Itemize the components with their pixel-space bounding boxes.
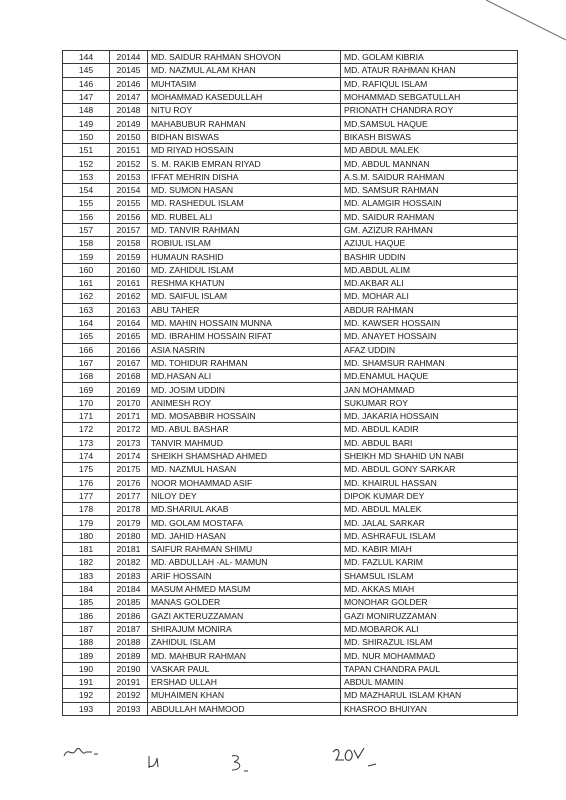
roll-cell: 20170 — [110, 396, 148, 409]
serial-cell: 189 — [63, 649, 110, 662]
name-cell: GAZI AKTERUZZAMAN — [148, 609, 341, 622]
name-cell: MD. ABDULLAH -AL- MAMUN — [148, 556, 341, 569]
roll-cell: 20154 — [110, 183, 148, 196]
father-name-cell: MD. SAIDUR RAHMAN — [341, 210, 518, 223]
father-name-cell: MD. ASHRAFUL ISLAM — [341, 529, 518, 542]
serial-cell: 161 — [63, 277, 110, 290]
roll-cell: 20150 — [110, 130, 148, 143]
roll-cell: 20185 — [110, 596, 148, 609]
roll-cell: 20152 — [110, 157, 148, 170]
roll-cell: 20166 — [110, 343, 148, 356]
name-cell: ABDULLAH MAHMOOD — [148, 702, 341, 715]
name-cell: MD. NAZMUL HASAN — [148, 463, 341, 476]
serial-cell: 186 — [63, 609, 110, 622]
roll-cell: 20157 — [110, 223, 148, 236]
father-name-cell: SHEIKH MD SHAHID UN NABI — [341, 449, 518, 462]
father-name-cell: BIKASH BISWAS — [341, 130, 518, 143]
roll-cell: 20163 — [110, 303, 148, 316]
table-row — [63, 356, 518, 369]
serial-cell: 158 — [63, 237, 110, 250]
table-row — [63, 449, 518, 462]
table-row — [63, 51, 518, 64]
name-cell: MD. ZAHIDUL ISLAM — [148, 263, 341, 276]
name-cell: MUHAIMEN KHAN — [148, 689, 341, 702]
serial-cell: 174 — [63, 449, 110, 462]
roll-cell: 20165 — [110, 330, 148, 343]
name-cell: MD.HASAN ALI — [148, 370, 341, 383]
roll-cell: 20161 — [110, 277, 148, 290]
roll-cell: 20191 — [110, 675, 148, 688]
serial-cell: 181 — [63, 542, 110, 555]
serial-cell: 162 — [63, 290, 110, 303]
father-name-cell: MD. KABIR MIAH — [341, 542, 518, 555]
roll-cell: 20155 — [110, 197, 148, 210]
father-name-cell: MD. SHAMSUR RAHMAN — [341, 356, 518, 369]
father-name-cell: MONOHAR GOLDER — [341, 596, 518, 609]
name-cell: MD. IBRAHIM HOSSAIN RIFAT — [148, 330, 341, 343]
roll-cell: 20180 — [110, 529, 148, 542]
table-row — [63, 290, 518, 303]
father-name-cell: GAZI MONIRUZZAMAN — [341, 609, 518, 622]
serial-cell: 191 — [63, 675, 110, 688]
roll-cell: 20178 — [110, 503, 148, 516]
father-name-cell: MD. ABDUL MANNAN — [341, 157, 518, 170]
serial-cell: 157 — [63, 223, 110, 236]
roll-cell: 20159 — [110, 250, 148, 263]
table-row — [63, 223, 518, 236]
name-cell: ERSHAD ULLAH — [148, 675, 341, 688]
serial-cell: 165 — [63, 330, 110, 343]
father-name-cell: AFAZ UDDIN — [341, 343, 518, 356]
serial-cell: 169 — [63, 383, 110, 396]
name-cell: MD. TANVIR RAHMAN — [148, 223, 341, 236]
table-row — [63, 649, 518, 662]
serial-cell: 149 — [63, 117, 110, 130]
name-cell: SHIRAJUM MONIRA — [148, 622, 341, 635]
father-name-cell: GM. AZIZUR RAHMAN — [341, 223, 518, 236]
name-cell: MD. SUMON HASAN — [148, 183, 341, 196]
name-cell: MASUM AHMED MASUM — [148, 582, 341, 595]
name-cell: ZAHIDUL ISLAM — [148, 636, 341, 649]
serial-cell: 163 — [63, 303, 110, 316]
roll-cell: 20144 — [110, 51, 148, 64]
serial-cell: 154 — [63, 183, 110, 196]
name-cell: MD RIYAD HOSSAIN — [148, 144, 341, 157]
name-cell: MD. TOHIDUR RAHMAN — [148, 356, 341, 369]
name-cell: MD. ABUL BASHAR — [148, 423, 341, 436]
name-cell: ASIA NASRIN — [148, 343, 341, 356]
serial-cell: 180 — [63, 529, 110, 542]
serial-cell: 156 — [63, 210, 110, 223]
table-row — [63, 370, 518, 383]
father-name-cell: MD ABDUL MALEK — [341, 144, 518, 157]
name-cell: TANVIR MAHMUD — [148, 436, 341, 449]
father-name-cell: PRIONATH CHANDRA ROY — [341, 104, 518, 117]
father-name-cell: MD. ANAYET HOSSAIN — [341, 330, 518, 343]
serial-cell: 150 — [63, 130, 110, 143]
table-row — [63, 596, 518, 609]
roll-cell: 20160 — [110, 263, 148, 276]
table-row — [63, 277, 518, 290]
father-name-cell: AZIJUL HAQUE — [341, 237, 518, 250]
table-row — [63, 157, 518, 170]
table-row — [63, 529, 518, 542]
serial-cell: 193 — [63, 702, 110, 715]
father-name-cell: MD.SAMSUL HAQUE — [341, 117, 518, 130]
name-cell: MD. RUBEL ALI — [148, 210, 341, 223]
name-cell: MD. NAZMUL ALAM KHAN — [148, 64, 341, 77]
serial-cell: 151 — [63, 144, 110, 157]
table-row — [63, 383, 518, 396]
name-cell: VASKAR PAUL — [148, 662, 341, 675]
roll-cell: 20190 — [110, 662, 148, 675]
father-name-cell: MD. ATAUR RAHMAN KHAN — [341, 64, 518, 77]
table-row — [63, 303, 518, 316]
serial-cell: 172 — [63, 423, 110, 436]
table-row — [63, 330, 518, 343]
serial-cell: 166 — [63, 343, 110, 356]
name-cell: ABU TAHER — [148, 303, 341, 316]
name-cell: RESHMA KHATUN — [148, 277, 341, 290]
roll-cell: 20189 — [110, 649, 148, 662]
serial-cell: 179 — [63, 516, 110, 529]
father-name-cell: MD. JAKARIA HOSSAIN — [341, 410, 518, 423]
father-name-cell: MD. KHAIRUL HASSAN — [341, 476, 518, 489]
table-row — [63, 516, 518, 529]
father-name-cell: KHASROO BHUIYAN — [341, 702, 518, 715]
roll-cell: 20149 — [110, 117, 148, 130]
table-row — [63, 542, 518, 555]
serial-cell: 176 — [63, 476, 110, 489]
table-row — [63, 489, 518, 502]
table-row — [63, 316, 518, 329]
father-name-cell: JAN MOHAMMAD — [341, 383, 518, 396]
roll-cell: 20187 — [110, 622, 148, 635]
serial-cell: 164 — [63, 316, 110, 329]
roll-cell: 20192 — [110, 689, 148, 702]
name-cell: MD. RASHEDUL ISLAM — [148, 197, 341, 210]
candidate-table — [62, 50, 518, 716]
name-cell: MD. SAIDUR RAHMAN SHOVON — [148, 51, 341, 64]
father-name-cell: MD. FAZLUL KARIM — [341, 556, 518, 569]
roll-cell: 20184 — [110, 582, 148, 595]
serial-cell: 167 — [63, 356, 110, 369]
name-cell: MD. JAHID HASAN — [148, 529, 341, 542]
table-row — [63, 569, 518, 582]
serial-cell: 148 — [63, 104, 110, 117]
name-cell: ARIF HOSSAIN — [148, 569, 341, 582]
table-row — [63, 463, 518, 476]
roll-cell: 20162 — [110, 290, 148, 303]
roll-cell: 20167 — [110, 356, 148, 369]
table-row — [63, 250, 518, 263]
name-cell: IFFAT MEHRIN DISHA — [148, 170, 341, 183]
father-name-cell: MD. MOHAR ALI — [341, 290, 518, 303]
serial-cell: 153 — [63, 170, 110, 183]
roll-cell: 20171 — [110, 410, 148, 423]
serial-cell: 155 — [63, 197, 110, 210]
table-row — [63, 210, 518, 223]
roll-cell: 20169 — [110, 383, 148, 396]
signature-3 — [228, 752, 252, 774]
father-name-cell: ABDUR RAHMAN — [341, 303, 518, 316]
father-name-cell: MD MAZHARUL ISLAM KHAN — [341, 689, 518, 702]
signature-4 — [330, 744, 380, 770]
father-name-cell: DIPOK KUMAR DEY — [341, 489, 518, 502]
table-row — [63, 263, 518, 276]
father-name-cell: MD. ABDUL BARI — [341, 436, 518, 449]
roll-cell: 20177 — [110, 489, 148, 502]
serial-cell: 183 — [63, 569, 110, 582]
name-cell: ROBIUL ISLAM — [148, 237, 341, 250]
roll-cell: 20158 — [110, 237, 148, 250]
father-name-cell: MD. SHIRAZUL ISLAM — [341, 636, 518, 649]
name-cell: MD. MOSABBIR HOSSAIN — [148, 410, 341, 423]
serial-cell: 173 — [63, 436, 110, 449]
roll-cell: 20179 — [110, 516, 148, 529]
father-name-cell: MD. KAWSER HOSSAIN — [341, 316, 518, 329]
serial-cell: 178 — [63, 503, 110, 516]
name-cell: MANAS GOLDER — [148, 596, 341, 609]
name-cell: MD. MAHBUR RAHMAN — [148, 649, 341, 662]
name-cell: MD. GOLAM MOSTAFA — [148, 516, 341, 529]
table-row — [63, 130, 518, 143]
roll-cell: 20146 — [110, 77, 148, 90]
roll-cell: 20153 — [110, 170, 148, 183]
serial-cell: 159 — [63, 250, 110, 263]
roll-cell: 20145 — [110, 64, 148, 77]
table-row — [63, 144, 518, 157]
table-row — [63, 90, 518, 103]
serial-cell: 144 — [63, 51, 110, 64]
table-row — [63, 170, 518, 183]
roll-cell: 20164 — [110, 316, 148, 329]
serial-cell: 170 — [63, 396, 110, 409]
father-name-cell: MD.ENAMUL HAQUE — [341, 370, 518, 383]
table-row — [63, 556, 518, 569]
table-row — [63, 410, 518, 423]
name-cell: NOOR MOHAMMAD ASIF — [148, 476, 341, 489]
serial-cell: 152 — [63, 157, 110, 170]
table-row — [63, 476, 518, 489]
table-row — [63, 582, 518, 595]
signature-2 — [146, 752, 166, 772]
name-cell: MD.SHARIUL AKAB — [148, 503, 341, 516]
serial-cell: 177 — [63, 489, 110, 502]
father-name-cell: TAPAN CHANDRA PAUL — [341, 662, 518, 675]
table-row — [63, 183, 518, 196]
name-cell: NILOY DEY — [148, 489, 341, 502]
roll-cell: 20151 — [110, 144, 148, 157]
table-row — [63, 117, 518, 130]
table-row — [63, 104, 518, 117]
roll-cell: 20188 — [110, 636, 148, 649]
table-row — [63, 436, 518, 449]
father-name-cell: MD. NUR MOHAMMAD — [341, 649, 518, 662]
roll-cell: 20168 — [110, 370, 148, 383]
name-cell: S. M. RAKIB EMRAN RIYAD — [148, 157, 341, 170]
name-cell: HUMAUN RASHID — [148, 250, 341, 263]
serial-cell: 187 — [63, 622, 110, 635]
roll-cell: 20186 — [110, 609, 148, 622]
serial-cell: 168 — [63, 370, 110, 383]
roll-cell: 20156 — [110, 210, 148, 223]
father-name-cell: MD.ABDUL ALIM — [341, 263, 518, 276]
father-name-cell: MD.MOBAROK ALI — [341, 622, 518, 635]
father-name-cell: MD.AKBAR ALI — [341, 277, 518, 290]
name-cell: BIDHAN BISWAS — [148, 130, 341, 143]
roll-cell: 20172 — [110, 423, 148, 436]
scan-edge-mark — [486, 0, 566, 50]
father-name-cell: ABDUL MAMIN — [341, 675, 518, 688]
table-row — [63, 197, 518, 210]
father-name-cell: BASHIR UDDIN — [341, 250, 518, 263]
name-cell: MD. MAHIN HOSSAIN MUNNA — [148, 316, 341, 329]
table-row — [63, 423, 518, 436]
roll-cell: 20147 — [110, 90, 148, 103]
roll-cell: 20148 — [110, 104, 148, 117]
father-name-cell: MOHAMMAD SEBGATULLAH — [341, 90, 518, 103]
name-cell: SAIFUR RAHMAN SHIMU — [148, 542, 341, 555]
father-name-cell: MD. AKKAS MIAH — [341, 582, 518, 595]
table-row — [63, 64, 518, 77]
table-row — [63, 396, 518, 409]
father-name-cell: SUKUMAR ROY — [341, 396, 518, 409]
name-cell: MOHAMMAD KASEDULLAH — [148, 90, 341, 103]
roll-cell: 20176 — [110, 476, 148, 489]
father-name-cell: MD. JALAL SARKAR — [341, 516, 518, 529]
table-row — [63, 503, 518, 516]
roll-cell: 20175 — [110, 463, 148, 476]
serial-cell: 192 — [63, 689, 110, 702]
roll-cell: 20182 — [110, 556, 148, 569]
roll-cell: 20173 — [110, 436, 148, 449]
table-row — [63, 237, 518, 250]
serial-cell: 171 — [63, 410, 110, 423]
table-row — [63, 77, 518, 90]
roll-cell: 20174 — [110, 449, 148, 462]
serial-cell: 185 — [63, 596, 110, 609]
serial-cell: 147 — [63, 90, 110, 103]
table-row — [63, 702, 518, 715]
serial-cell: 160 — [63, 263, 110, 276]
candidate-table-body — [63, 51, 518, 716]
serial-cell: 184 — [63, 582, 110, 595]
father-name-cell: MD. ALAMGIR HOSSAIN — [341, 197, 518, 210]
roll-cell: 20181 — [110, 542, 148, 555]
serial-cell: 182 — [63, 556, 110, 569]
roll-cell: 20193 — [110, 702, 148, 715]
father-name-cell: MD. ABDUL KADIR — [341, 423, 518, 436]
name-cell: MD. JOSIM UDDIN — [148, 383, 341, 396]
signature-1 — [62, 742, 107, 762]
father-name-cell: MD. GOLAM KIBRIA — [341, 51, 518, 64]
name-cell: ANIMESH ROY — [148, 396, 341, 409]
serial-cell: 188 — [63, 636, 110, 649]
father-name-cell: MD. ABDUL GONY SARKAR — [341, 463, 518, 476]
table-row — [63, 609, 518, 622]
serial-cell: 175 — [63, 463, 110, 476]
table-row — [63, 636, 518, 649]
serial-cell: 190 — [63, 662, 110, 675]
father-name-cell: SHAMSUL ISLAM — [341, 569, 518, 582]
name-cell: MD. SAIFUL ISLAM — [148, 290, 341, 303]
table-row — [63, 662, 518, 675]
name-cell: NITU ROY — [148, 104, 341, 117]
roll-cell: 20183 — [110, 569, 148, 582]
table-row — [63, 343, 518, 356]
table-row — [63, 622, 518, 635]
father-name-cell: A.S.M. SAIDUR RAHMAN — [341, 170, 518, 183]
father-name-cell: MD. RAFIQUL ISLAM — [341, 77, 518, 90]
serial-cell: 145 — [63, 64, 110, 77]
table-row — [63, 675, 518, 688]
name-cell: MUHTASIM — [148, 77, 341, 90]
father-name-cell: MD. SAMSUR RAHMAN — [341, 183, 518, 196]
name-cell: SHEIKH SHAMSHAD AHMED — [148, 449, 341, 462]
father-name-cell: MD. ABDUL MALEK — [341, 503, 518, 516]
table-row — [63, 689, 518, 702]
serial-cell: 146 — [63, 77, 110, 90]
name-cell: MAHABUBUR RAHMAN — [148, 117, 341, 130]
